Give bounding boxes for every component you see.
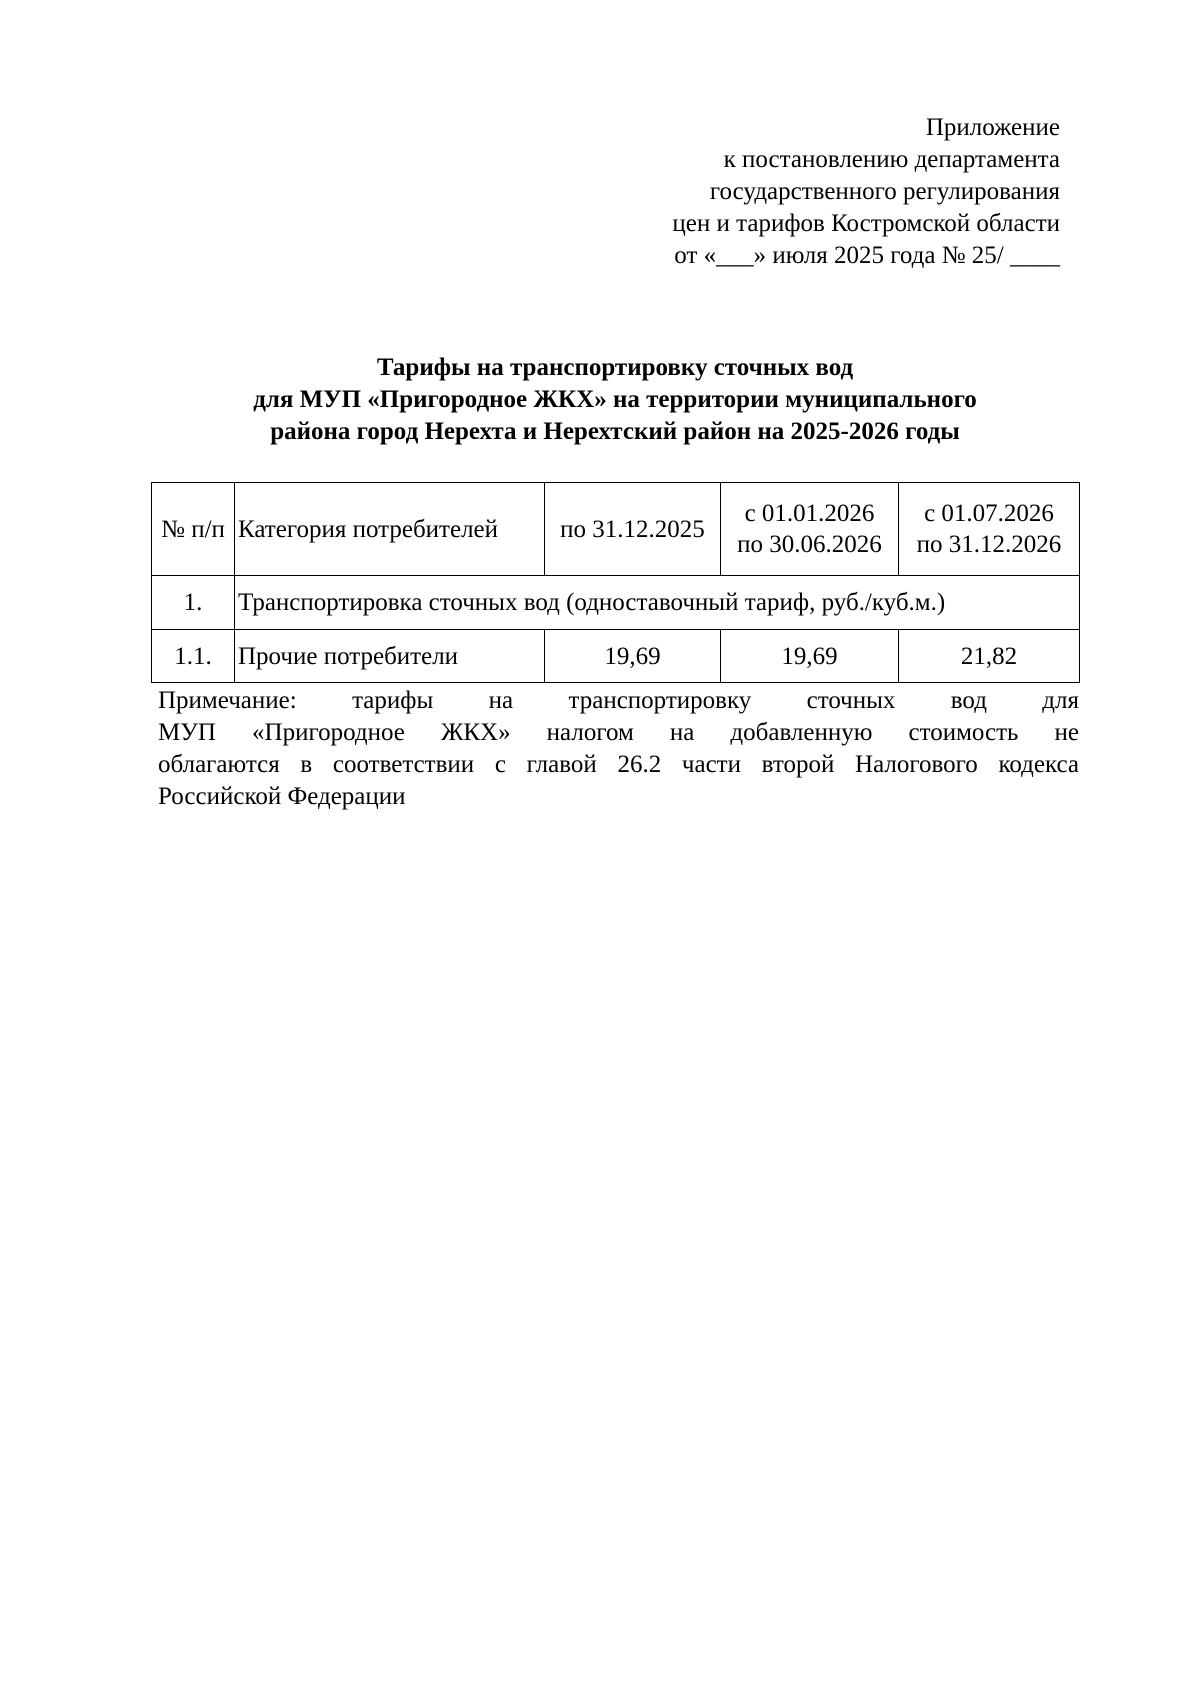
header-period-3-line1: с 01.07.2026: [924, 500, 1054, 527]
title-line: района город Нерехта и Нерехтский район на 2025-2026 годы: [270, 418, 960, 445]
row-period-3: 21,82: [899, 630, 1080, 683]
table-row: [152, 630, 1080, 683]
header-period-2: [721, 483, 899, 576]
header-num: № п/п: [152, 483, 235, 576]
row-category: Прочие потребители: [235, 630, 545, 683]
document-title: [150, 352, 1080, 448]
header-period-2-line1: с 01.01.2026: [744, 500, 875, 527]
header-period-1: по 31.12.2025: [545, 483, 721, 576]
note-line: Российской Федерации: [158, 783, 406, 810]
note-paragraph: [158, 685, 1079, 813]
tariffs-table: [151, 482, 1080, 683]
appendix-line: к постановлению департамента: [723, 146, 1060, 173]
header-category: Категория потребителей: [235, 483, 545, 576]
appendix-line: цен и тарифов Костромской области: [672, 210, 1060, 237]
appendix-block: [540, 112, 1060, 272]
table-header-row: [152, 483, 1080, 576]
row-period-1: 19,69: [545, 630, 721, 683]
title-line: Тарифы на транспортировку сточных вод: [376, 354, 854, 381]
note-line: МУП «Пригородное ЖКХ» налогом на добавленную стоимость не: [158, 719, 1079, 746]
appendix-line: Приложение: [925, 114, 1060, 141]
row-num: 1.1.: [152, 630, 235, 683]
note-line: Примечание: тарифы на транспортировку сточных вод для: [158, 687, 1079, 714]
section-num: 1.: [152, 576, 235, 630]
table-section-row: [152, 576, 1080, 630]
appendix-line: государственного регулирования: [709, 178, 1060, 205]
note-line: облагаются в соответствии с главой 26.2 части второй Налогового кодекса: [158, 751, 1079, 778]
title-line: для МУП «Пригородное ЖКХ» на территории муниципального: [253, 386, 977, 413]
header-period-3-line2: по 31.12.2026: [916, 531, 1062, 558]
header-period-2-line2: по 30.06.2026: [737, 531, 882, 558]
section-title: Транспортировка сточных вод (одноставочный тариф, руб./куб.м.): [235, 576, 1080, 630]
appendix-line: от «___» июля 2025 года № 25/ ____: [674, 242, 1060, 269]
row-period-2: 19,69: [721, 630, 899, 683]
header-period-3: [899, 483, 1080, 576]
